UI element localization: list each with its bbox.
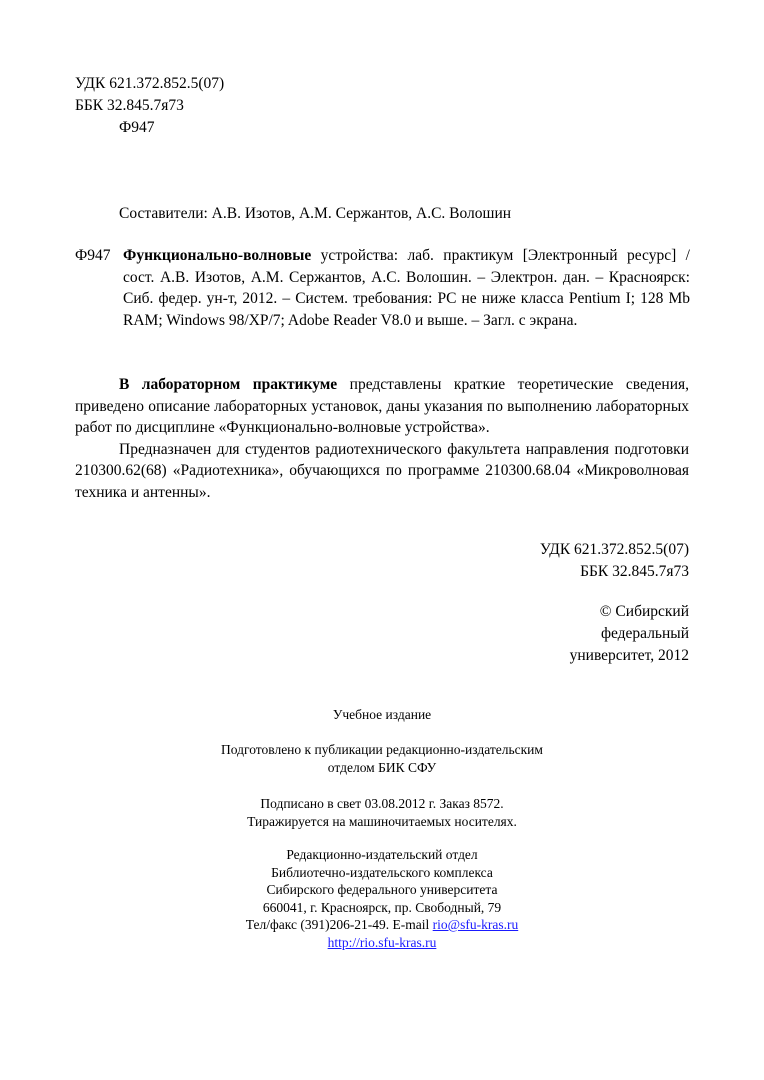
abstract-paragraph-1-text: представлены краткие теоретические сведения, приведено описание лабораторных установок, даны указания по выполнению лабораторных работ по дисциплине «Функционально-волновые устройства». <box>75 376 689 436</box>
edition-type <box>0 706 764 724</box>
bibliographic-details: устройства: лаб. практикум [Электронный ресурс] / сост. А.В. Изотов, А.М. Сержантов, А.С. Волошин. – Электрон. дан. – Красноярск: Сиб. федер. ун-т, 2012. – Систем. требования: PC не ниже класса Pentium I; 128 Mb RAM; Windows 98/XP/7; Adobe Reader V8.0 и выше. – Загл. с экрана. <box>123 247 690 329</box>
email-link[interactable]: rio@sfu-kras.ru <box>432 917 519 932</box>
circulation-line: Тиражируется на машиночитаемых носителях. <box>247 813 517 829</box>
abstract-lead: В лабораторном практикуме <box>119 376 338 393</box>
copyright-line-2: федеральный <box>600 625 689 642</box>
classification-codes <box>75 73 224 139</box>
bibliographic-record <box>75 245 690 331</box>
bibliographic-title: Функционально-волновые <box>123 247 312 264</box>
publisher-dept-line-2: Библиотечно-издательского комплекса <box>271 864 493 880</box>
right-bbk-code: ББК 32.845.7я73 <box>580 563 689 580</box>
copyright-line-1: © Сибирский <box>599 603 689 620</box>
udk-code: УДК 621.372.852.5(07) <box>75 75 225 92</box>
bibliographic-description <box>123 245 690 331</box>
publisher-contacts <box>0 846 764 951</box>
website-link[interactable]: http://rio.sfu-kras.ru <box>327 934 437 950</box>
website-line <box>0 934 764 952</box>
right-classification-codes <box>540 539 689 583</box>
copyright-line-3: университет, 2012 <box>569 647 689 664</box>
phone-fax: Тел/факс (391)206-21-49. E-mail <box>245 917 433 932</box>
publisher-dept-line-1: Редакционно-издательский отдел <box>286 847 478 862</box>
publisher-dept-line-3: Сибирского федерального университета <box>266 882 498 897</box>
abstract-paragraph-1 <box>75 374 689 439</box>
author-mark: Ф947 <box>119 119 155 136</box>
abstract <box>75 374 689 503</box>
abstract-paragraph-2: Предназначен для студентов радиотехнического факультета направления подготовки 210300.62(68) «Радиотехника», обучающихся по программе 210300.68.04 «Микроволновая техника и антенны». <box>75 440 689 501</box>
bibliographic-code: Ф947 <box>75 247 111 264</box>
contact-line <box>0 916 764 934</box>
authors-line: Составители: А.В. Изотов, А.М. Сержантов, А.С. Волошин <box>119 205 512 222</box>
bbk-code: ББК 32.845.7я73 <box>75 97 184 114</box>
publication-details <box>0 795 764 830</box>
signed-line: Подписано в свет 03.08.2012 г. Заказ 8572. <box>260 796 504 811</box>
right-udk-code: УДК 621.372.852.5(07) <box>539 541 689 558</box>
prepared-line-1: Подготовлено к публикации редакционно-издательским <box>221 742 543 757</box>
prepared-line-2: отделом БИК СФУ <box>327 759 437 775</box>
edition-type-text: Учебное издание <box>332 707 432 722</box>
prepared-note <box>0 741 764 776</box>
copyright-notice <box>570 601 689 667</box>
publisher-address: 660041, г. Красноярск, пр. Свободный, 79 <box>262 899 502 915</box>
